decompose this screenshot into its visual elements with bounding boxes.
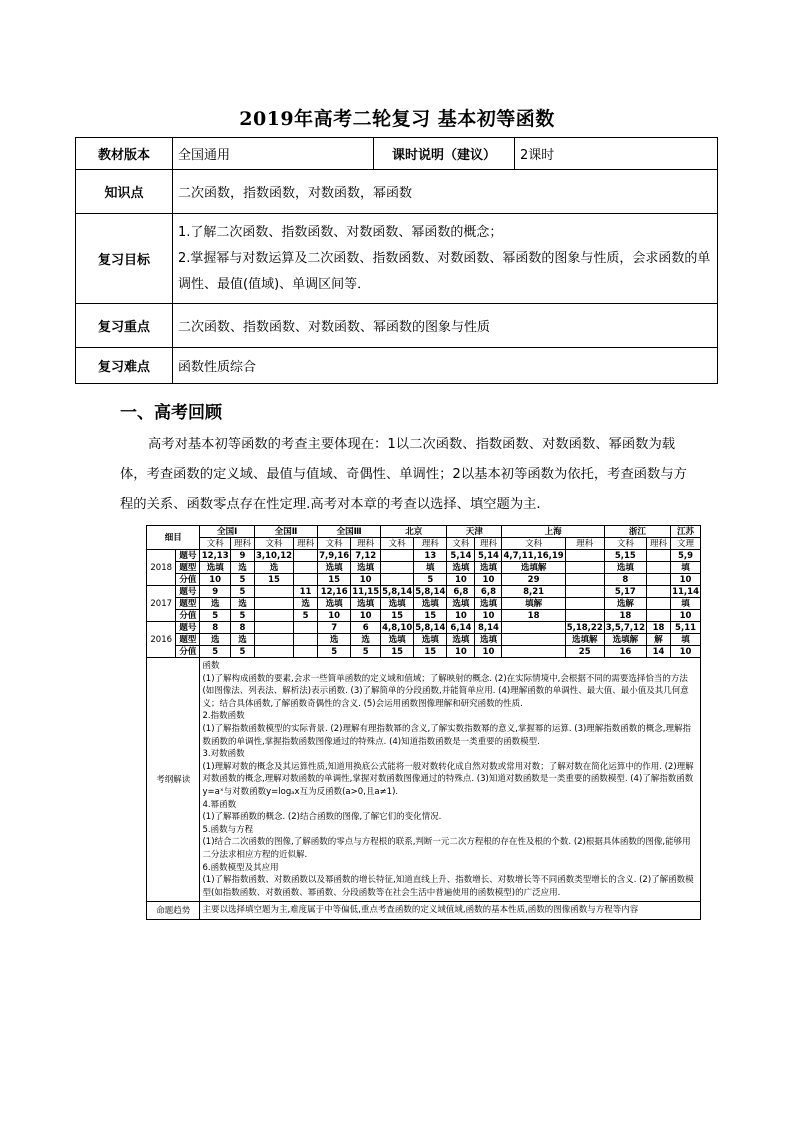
data-cell: 4,8,10 [382, 622, 413, 633]
subject-header: 理科 [565, 538, 604, 550]
syllabus-line: 5.函数与方程 [202, 824, 254, 835]
data-cell: 10 [671, 646, 701, 658]
data-cell: 15 [414, 610, 447, 622]
region-header-row [147, 526, 701, 538]
data-cell: 选填解 [502, 562, 565, 574]
data-cell: 选 [200, 598, 230, 610]
data-cell: 11,15 [352, 586, 380, 597]
syllabus-line: 函数 [202, 661, 220, 671]
intro-text: 高考对基本初等函数的考查主要体现在：1以二次函数、指数函数、对数函数、幂函数为载体，考查函数的定义域、最值与值域、奇偶性、单调性；2以基本初等函数为依托，考查函数与方程的关系、函数零点存在性定理.高考对本章的考查以选择、填空题为主. [120, 437, 687, 512]
syllabus-row [147, 658, 701, 902]
data-cell: 选 [294, 598, 318, 610]
syllabus-line: 2.指数函数 [202, 711, 245, 722]
exam-analysis-table [146, 525, 701, 920]
data-cell: 选 [255, 562, 294, 574]
region-header: 全国Ⅰ [200, 526, 255, 538]
course-info-table [75, 137, 718, 384]
data-cell: 选填 [604, 562, 646, 574]
data-cell: 填 [414, 562, 447, 574]
table-row [147, 646, 701, 658]
data-cell: 5 [200, 610, 230, 622]
data-cell: 选解 [604, 598, 646, 610]
data-cell: 选填 [414, 598, 447, 610]
data-cell: 5 [200, 646, 230, 658]
data-cell [255, 646, 294, 658]
data-cell: 8,21 [502, 586, 565, 598]
data-cell [565, 598, 604, 610]
data-cell [565, 574, 604, 586]
data-cell: 5 [230, 586, 254, 598]
data-cell [255, 610, 294, 622]
data-cell [565, 586, 604, 598]
data-cell: 10 [318, 610, 351, 622]
goal-2: 2.掌握幂与对数运算及二次函数、指数函数、对数函数、幂函数的图象与性质，会求函数的单调性、最值(值域)、单调区间等． [178, 250, 711, 292]
data-cell [294, 622, 318, 634]
data-cell [294, 562, 318, 574]
data-cell: 12,13 [201, 550, 229, 561]
row-label: 题号 [176, 622, 200, 634]
syllabus-line: (1)了解构成函数的要素,会求一些简单函数的定义域和值域；了解映射的概念. (2)在实际情境中,会根据不同的需要选择恰当的方法(如图像法、列表法、解析法)表示函数. (3)了解简单的分段函数,并能简单应用. (4)理解函数的单调性、最大值、最小值及其几何意义；结合具体函数,了解函数奇偶性的含义. (5)会运用函数图像理解和研究函数的性质. [202, 673, 689, 709]
data-cell: 5,8,14 [382, 586, 413, 597]
data-cell: 12,16 [318, 586, 351, 598]
data-cell [565, 562, 604, 574]
data-cell: 选 [200, 634, 230, 646]
data-cell [647, 586, 671, 598]
data-cell: 10 [671, 610, 701, 622]
data-cell: 5 [294, 610, 318, 622]
syllabus-line: (1)结合二次函数的图像,了解函数的零点与方程根的联系,判断一元二次方程根的存在性及根的个数. (2)根据具体函数的图像,能够用二分法求相应方程的近似解. [202, 837, 691, 860]
table-row [147, 598, 701, 610]
data-cell: 5,14 [447, 550, 475, 562]
goals-value [173, 214, 718, 304]
subject-header: 文科 [604, 538, 646, 550]
data-cell [647, 574, 671, 586]
data-cell [255, 586, 294, 598]
region-header: 天津 [447, 526, 502, 538]
subject-header: 文科 [502, 538, 565, 550]
data-cell: 10 [475, 574, 502, 586]
subject-header: 理科 [294, 538, 318, 550]
data-cell: 填解 [502, 598, 565, 610]
data-cell: 选 [230, 598, 254, 610]
data-cell: 7 [318, 622, 351, 634]
data-cell: 6,14 [447, 622, 475, 634]
table-row [147, 574, 701, 586]
data-cell: 9 [230, 550, 254, 562]
data-cell: 选填 [475, 598, 502, 610]
data-cell: 8 [604, 574, 646, 586]
hours-value: 2课时 [515, 138, 718, 170]
subject-header: 文理 [671, 538, 701, 550]
row-label: 题号 [176, 550, 200, 562]
data-cell: 3,10,12 [256, 550, 293, 561]
data-cell: 选填 [447, 562, 475, 574]
subject-header: 理科 [475, 538, 502, 550]
data-cell [381, 574, 414, 586]
data-cell: 填 [671, 598, 701, 610]
trend-label: 命题趋势 [147, 902, 200, 920]
data-cell: 10 [200, 574, 230, 586]
row-label: 题型 [176, 598, 200, 610]
row-label: 分值 [176, 610, 200, 622]
data-cell: 10 [671, 574, 701, 586]
table-row [147, 610, 701, 622]
data-cell: 8 [200, 622, 230, 634]
data-cell: 10 [447, 610, 475, 622]
data-cell: 10 [351, 610, 381, 622]
data-cell: 9 [200, 586, 230, 598]
data-cell: 7,9,16 [319, 550, 350, 561]
data-cell: 13 [414, 550, 447, 562]
data-cell: 5,8,14 [415, 622, 446, 633]
data-cell: 选 [230, 562, 254, 574]
subject-header: 文科 [447, 538, 475, 550]
data-cell: 5 [230, 646, 254, 658]
subject-header-row [147, 538, 701, 550]
points-label: 知识点 [76, 170, 173, 214]
data-cell: 选填 [414, 634, 447, 646]
data-cell: 7,12 [351, 550, 381, 562]
data-cell: 选 [318, 634, 351, 646]
trend-row [147, 902, 701, 920]
corner-cell: 细目 [147, 526, 200, 550]
subject-header: 文科 [381, 538, 414, 550]
data-cell: 18 [647, 622, 671, 634]
data-cell: 11,14 [672, 586, 699, 597]
intro-paragraph [120, 430, 700, 520]
key-label: 复习重点 [76, 304, 173, 348]
data-cell: 18 [604, 610, 646, 622]
subject-header: 文科 [318, 538, 351, 550]
syllabus-line: 4.幂函数 [202, 799, 237, 810]
data-cell: 选填 [200, 562, 230, 574]
syllabus-content [200, 658, 701, 902]
data-cell: 10 [351, 574, 381, 586]
data-cell [647, 598, 671, 610]
data-cell: 5 [318, 646, 351, 658]
subject-header: 理科 [351, 538, 381, 550]
data-cell: 选 [351, 634, 381, 646]
section-heading: 一、高考回顾 [120, 403, 222, 423]
trend-content: 主要以选择填空题为主,难度属于中等偏低,重点考查函数的定义域值域,函数的基本性质,函数的图像函数与方程等内容 [200, 902, 701, 920]
page-title: 2019年高考二轮复习 基本初等函数 [239, 108, 555, 130]
data-cell: 选填解 [565, 634, 604, 646]
data-cell: 6,8 [475, 586, 502, 598]
data-cell: 5,14 [475, 550, 502, 562]
data-cell: 选填 [351, 598, 381, 610]
data-cell [294, 634, 318, 646]
region-header: 全国Ⅲ [318, 526, 381, 538]
data-cell: 29 [502, 574, 565, 586]
data-cell: 10 [475, 646, 502, 658]
hard-value: 函数性质综合 [173, 348, 718, 384]
data-cell [381, 562, 414, 574]
data-cell: 10 [447, 574, 475, 586]
syllabus-line: 6.函数模型及其应用 [202, 862, 279, 873]
year-cell: 2018 [147, 550, 176, 586]
data-cell: 5,8,14 [415, 586, 446, 597]
data-cell: 选填 [318, 562, 351, 574]
subject-header: 理科 [414, 538, 447, 550]
data-cell: 18 [502, 610, 565, 622]
data-cell: 8 [230, 622, 254, 634]
table-row [147, 550, 701, 562]
data-cell: 选填 [447, 634, 475, 646]
data-cell: 10 [447, 646, 475, 658]
data-cell: 5,9 [671, 550, 701, 562]
data-cell: 16 [604, 646, 646, 658]
hard-label: 复习难点 [76, 348, 173, 384]
region-header: 全国Ⅱ [255, 526, 318, 538]
data-cell [647, 562, 671, 574]
data-cell: 6 [351, 622, 381, 634]
data-cell: 填 [671, 562, 701, 574]
syllabus-line: (1)理解对数的概念及其运算性质,知道用换底公式能将一般对数转化成自然对数或常用对数；了解对数在简化运算中的作用. (2)理解对数函数的概念,理解对数函数的单调性,掌握对数函数图像通过的特殊点. (3)知道对数函数是一类重要的函数模型. (4)了解指数函数y=aˣ与对数函数y=logₐx互为反函数(a>0,且a≠1). [202, 761, 694, 797]
data-cell [647, 550, 671, 562]
data-cell [294, 550, 318, 562]
data-cell: 4,7,11,16,19 [503, 550, 564, 561]
data-cell: 11 [294, 586, 318, 598]
points-value: 二次函数，指数函数，对数函数，幂函数 [173, 170, 718, 214]
data-cell [381, 550, 414, 562]
data-cell [502, 646, 565, 658]
data-cell: 3,5,7,12 [605, 622, 645, 633]
data-cell: 5 [230, 574, 254, 586]
subject-header: 文科 [255, 538, 294, 550]
data-cell: 10 [475, 610, 502, 622]
data-cell: 选填 [381, 634, 414, 646]
goals-label: 复习目标 [76, 214, 173, 304]
data-cell: 选填 [475, 562, 502, 574]
data-cell: 5 [351, 646, 381, 658]
data-cell: 选填 [351, 562, 381, 574]
syllabus-line: (1)了解幂函数的概念. (2)结合函数的图像,了解它们的变化情况. [202, 812, 442, 823]
data-cell [294, 574, 318, 586]
data-cell [647, 610, 671, 622]
subject-header: 文科 [200, 538, 230, 550]
edition-value: 全国通用 [173, 138, 374, 170]
data-cell [294, 646, 318, 658]
data-cell: 选 [230, 634, 254, 646]
row-label: 分值 [176, 574, 200, 586]
region-header: 上海 [502, 526, 604, 538]
data-cell: 选填 [475, 634, 502, 646]
region-header: 江苏 [671, 526, 701, 538]
data-cell: 15 [318, 574, 351, 586]
data-cell: 8,14 [475, 622, 502, 634]
data-cell [502, 622, 565, 634]
data-cell: 25 [565, 646, 604, 658]
data-cell: 5,11 [671, 622, 701, 634]
data-cell: 5,15 [604, 550, 646, 562]
data-cell: 15 [381, 646, 414, 658]
table-row [147, 634, 701, 646]
data-cell: 14 [647, 646, 671, 658]
year-cell: 2016 [147, 622, 176, 658]
syllabus-line: (1)了解指数函数、对数函数以及幂函数的增长特征,知道直线上升、指数增长、对数增长等不同函数类型增长的含义. (2)了解函数模型(如指数函数、对数函数、幂函数、分段函数等在社会生活中普遍使用的函数模型)的广泛应用. [202, 875, 694, 898]
data-cell: 选填解 [604, 634, 646, 646]
syllabus-line: (1)了解指数函数模型的实际背景. (2)理解有理指数幂的含义,了解实数指数幂的意义,掌握幂的运算. (3)理解指数函数的概念,理解指数函数的单调性,掌握指数函数图像通过的特殊点. (4)知道指数函数是一类重要的函数模型. [202, 723, 692, 747]
goal-1: 1.了解二次函数、指数函数、对数函数、幂函数的概念； [178, 224, 503, 240]
data-cell: 5,17 [604, 586, 646, 598]
year-cell: 2017 [147, 586, 176, 622]
data-cell: 填 [671, 634, 701, 646]
data-cell: 选填 [318, 598, 351, 610]
data-cell [502, 634, 565, 646]
subject-header: 理科 [647, 538, 671, 550]
region-header: 北京 [381, 526, 447, 538]
row-label: 分值 [176, 646, 200, 658]
table-row [147, 562, 701, 574]
row-label: 题号 [176, 586, 200, 598]
hours-label: 课时说明（建议） [374, 138, 515, 170]
row-label: 题型 [176, 562, 200, 574]
data-cell [255, 598, 294, 610]
data-cell [255, 634, 294, 646]
syllabus-line: 3.对数函数 [202, 749, 245, 760]
row-label: 题型 [176, 634, 200, 646]
edition-label: 教材版本 [76, 138, 173, 170]
data-cell: 解 [647, 634, 671, 646]
data-cell [255, 622, 294, 634]
data-cell: 15 [255, 574, 294, 586]
data-cell [565, 550, 604, 562]
region-header: 浙江 [604, 526, 670, 538]
data-cell: 15 [381, 610, 414, 622]
table-row [147, 586, 701, 598]
table-row [147, 622, 701, 634]
data-cell [565, 610, 604, 622]
data-cell: 5,18,22 [566, 622, 603, 633]
data-cell: 5 [230, 610, 254, 622]
data-cell: 5 [414, 574, 447, 586]
syllabus-label: 考纲解读 [147, 658, 200, 902]
key-value: 二次函数、指数函数、对数函数、幂函数的图象与性质 [173, 304, 718, 348]
data-cell: 选填 [447, 598, 475, 610]
data-cell: 15 [414, 646, 447, 658]
data-cell: 6,8 [447, 586, 475, 598]
data-cell: 选填 [381, 598, 414, 610]
subject-header: 理科 [230, 538, 254, 550]
